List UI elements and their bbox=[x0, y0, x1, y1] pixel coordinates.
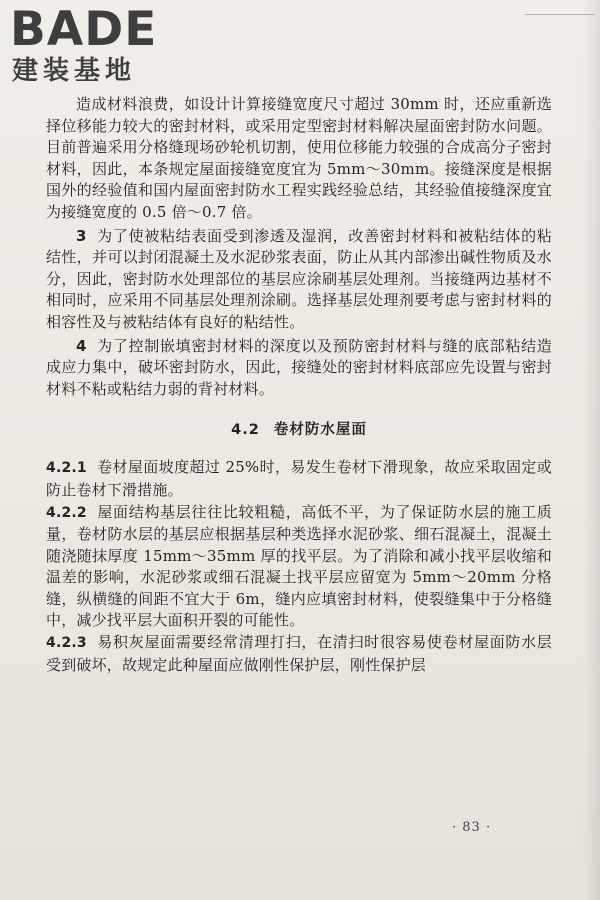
item-number: 4 bbox=[76, 336, 87, 355]
paragraph-item-4 bbox=[46, 336, 552, 401]
clause-4-2-1 bbox=[46, 457, 552, 501]
page-body bbox=[46, 94, 552, 676]
clause-text: 卷材屋面坡度超过 25%时，易发生卷材下滑现象，故应采取固定或防止卷材下滑措施。 bbox=[46, 458, 552, 499]
section-title: 卷材防水屋面 bbox=[273, 422, 367, 439]
item-text: 为了使被粘结表面受到渗透及湿润，改善密封材料和被粘结体的粘结性，并可以封闭混凝土及水泥砂浆表面，防止从其内部渗出碱性物质及水分，因此，密封防水处理部位的基层应涂刷基层处理剂。当接缝两边基材不相同时，应采用不同基层处理剂涂刷。选择基层处理剂要考虑与密封材料的相容性及与被粘结体有良好的粘结性。 bbox=[46, 226, 552, 331]
logo-main-text: BADE bbox=[10, 2, 158, 57]
section-heading bbox=[46, 420, 552, 440]
clause-number: 4.2.2 bbox=[46, 504, 87, 521]
item-text: 为了控制嵌填密封材料的深度以及预防密封材料与缝的底部粘结造成应力集中，破坏密封防水，因此，接缝处的密封材料底部应先设置与密封材料不粘或粘结力弱的背衬材料。 bbox=[46, 336, 552, 398]
paragraph-item-3 bbox=[46, 226, 552, 334]
clause-text: 易积灰屋面需要经常清理打扫，在清扫时很容易使卷材屋面防水层受到破坏，故规定此种屋面应做刚性保护层，刚性保护层 bbox=[46, 633, 552, 674]
top-rule bbox=[525, 14, 595, 15]
binding-shadow bbox=[582, 0, 600, 900]
clause-4-2-2 bbox=[46, 502, 552, 633]
clause-number: 4.2.1 bbox=[46, 460, 87, 477]
item-number: 3 bbox=[76, 226, 87, 245]
clause-number: 4.2.3 bbox=[46, 635, 87, 652]
logo-sub-text: 建装基地 bbox=[12, 56, 137, 86]
clause-4-2-3 bbox=[46, 632, 552, 676]
clause-text: 屋面结构基层往往比较粗糙，高低不平，为了保证防水层的施工质量，卷材防水层的基层应根据基层种类选择水泥砂浆、细石混凝土，混凝土随浇随抹厚度 15mm～35mm 厚的找平层。为了消除和减小找平层收缩和温差的影响，水泥砂浆或细石混凝土找平层应留宽为 5mm～20mm 分格缝，纵横缝的间距不宜大于 6m，缝内应填密封材料，使裂缝集中于分格缝中，减少找平层大面积开裂的可能性。 bbox=[46, 502, 552, 630]
paragraph-intro: 造成材料浪费，如设计计算接缝宽度尺寸超过 30mm 时，还应重新选择位移能力较大的密封材料，或采用定型密封材料解决屋面密封防水问题。目前普遍采用分格缝现场砂轮机切割，使用位移能力较强的合成高分子密封材料，因此，本条规定屋面接缝宽度宜为 5mm～30mm。接缝深度是根据国外的经验值和国内屋面密封防水工程实践经验总结，其经验值接缝深度宜为接缝宽度的 0.5 倍～0.7 倍。 bbox=[46, 95, 552, 221]
watermark-logo bbox=[10, 2, 180, 88]
section-number: 4.2 bbox=[231, 422, 260, 439]
page-number: · 83 · bbox=[452, 820, 492, 835]
